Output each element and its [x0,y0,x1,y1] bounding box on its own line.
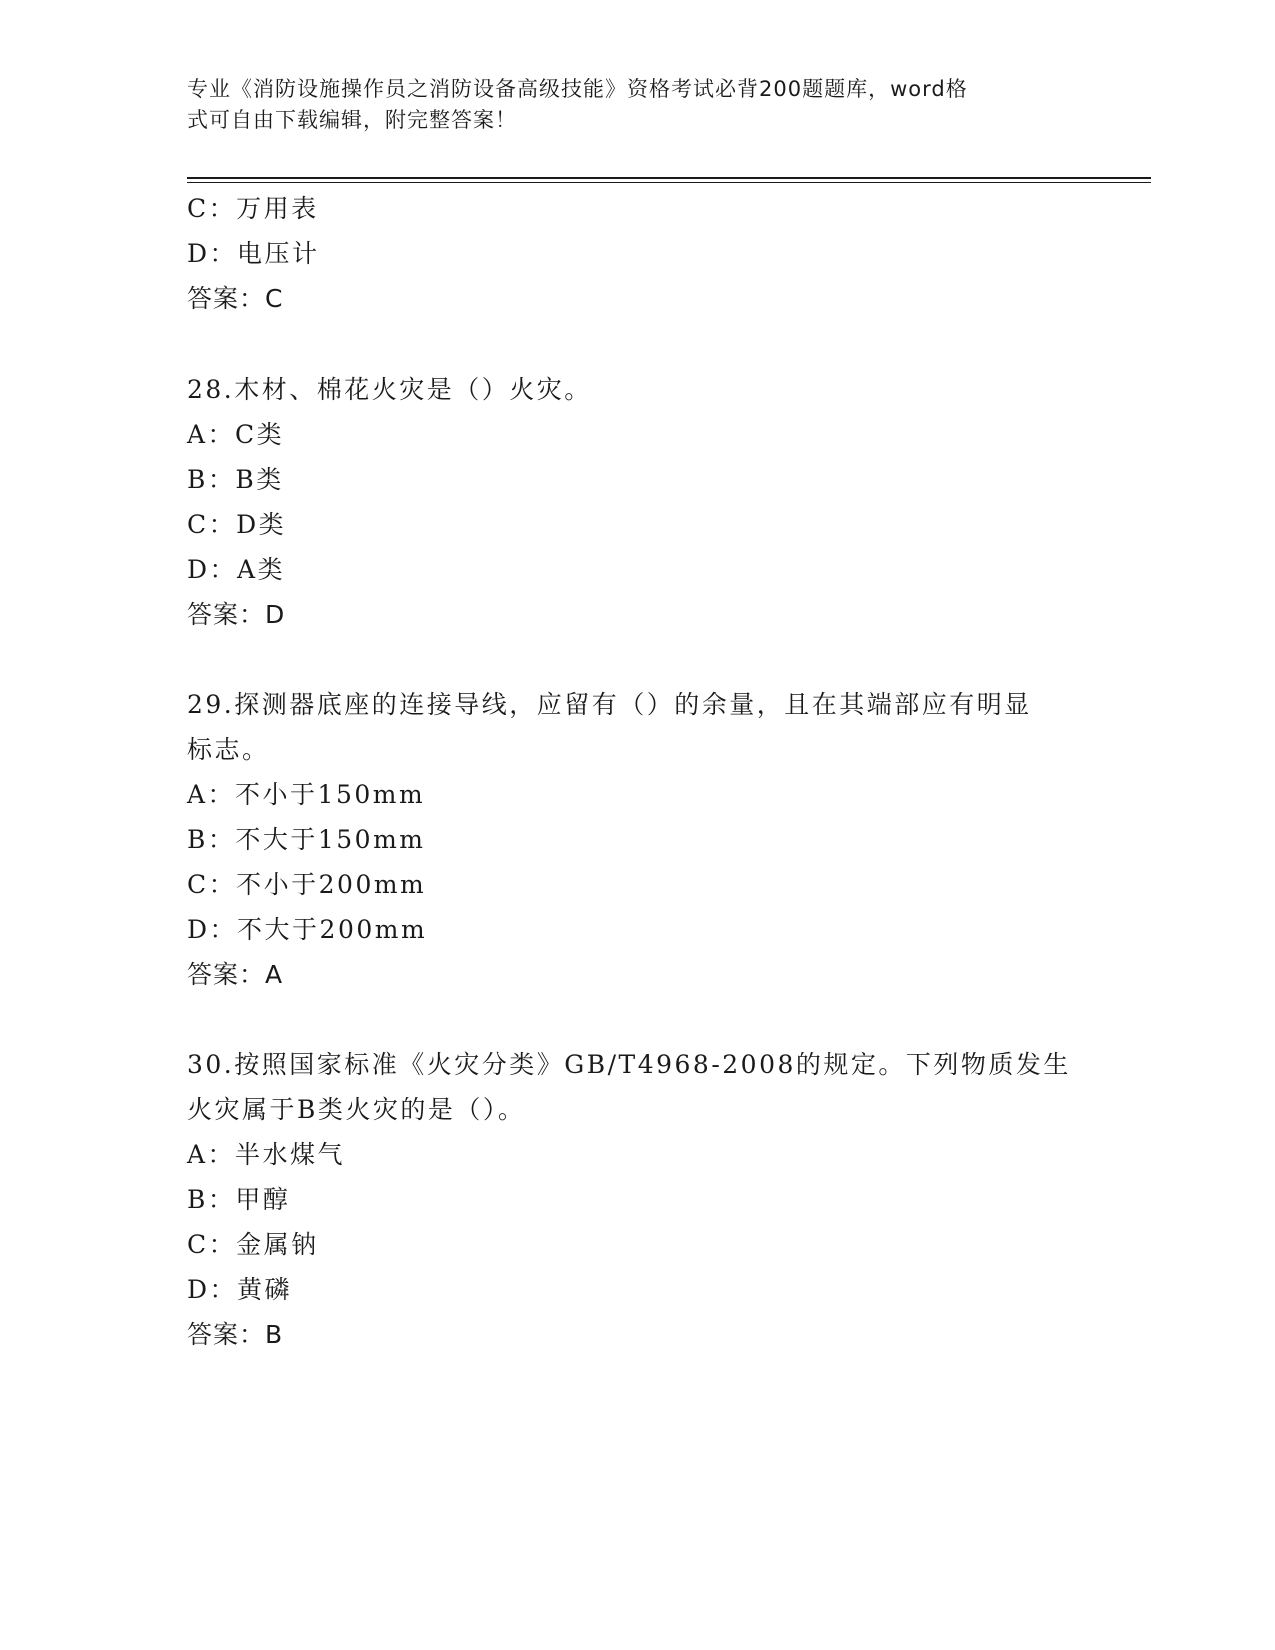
q29-answer: 答案：A [187,960,284,989]
fragment-option-c: C：万用表 [187,194,319,223]
document-header [187,74,1067,136]
fragment-answer: 答案：C [187,284,284,313]
q29-option-d: D：不大于200mm [187,915,428,944]
header-divider-thick [187,177,1151,179]
fragment-option-d: D：电压计 [187,239,320,268]
q28-option-b: B：B类 [187,465,284,494]
q29-stem-line-2: 标志。 [187,735,270,764]
q29-option-b: B：不大于150mm [187,825,426,854]
q30-stem-line-1: 30.按照国家标准《火灾分类》GB/T4968-2008的规定。下列物质发生 [187,1050,1071,1079]
q29-option-c: C：不小于200mm [187,870,427,899]
q29-stem-line-1: 29.探测器底座的连接导线，应留有（）的余量，且在其端部应有明显 [187,690,1032,719]
q28-option-d: D：A类 [187,555,286,584]
q28-answer: 答案：D [187,600,286,629]
q30-answer: 答案：B [187,1320,284,1349]
header-line-1: 专业《消防设施操作员之消防设备高级技能》资格考试必背200题题库，word格 [187,77,968,101]
q30-stem-line-2: 火灾属于B类火灾的是（）。 [187,1095,526,1124]
q30-option-a: A：半水煤气 [187,1140,346,1169]
header-line-2: 式可自由下载编辑，附完整答案！ [187,108,517,132]
q29-option-a: A：不小于150mm [187,780,426,809]
q30-option-d: D：黄磷 [187,1275,293,1304]
q30-option-c: C：金属钠 [187,1230,319,1259]
q30-option-b: B：甲醇 [187,1185,291,1214]
q28-option-c: C：D类 [187,510,287,539]
q28-option-a: A：C类 [187,420,285,449]
header-divider-thin [187,182,1151,183]
q28-stem: 28.木材、棉花火灾是（）火灾。 [187,375,592,404]
